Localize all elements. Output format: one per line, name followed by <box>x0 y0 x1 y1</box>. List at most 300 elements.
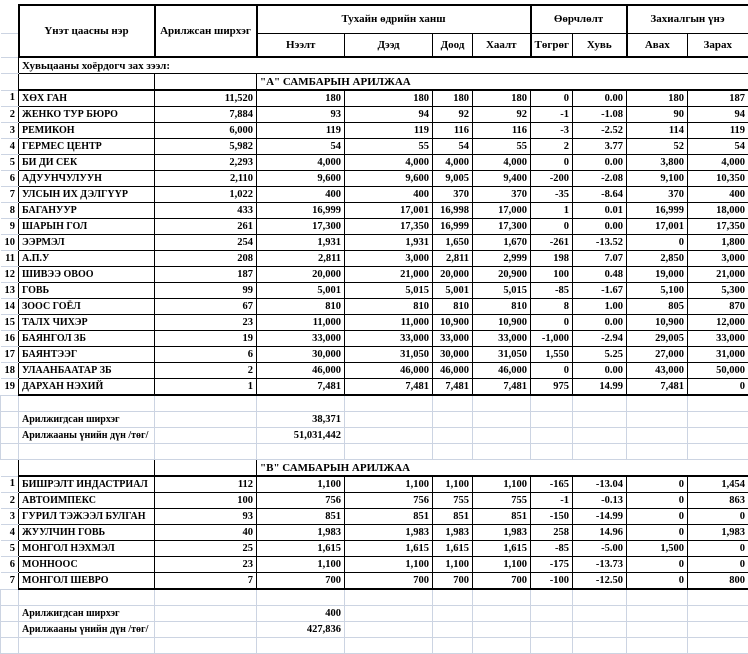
cell-high: 11,000 <box>345 315 433 331</box>
grid-cell <box>473 589 531 606</box>
empty-cell <box>155 412 257 428</box>
cell-close: 20,900 <box>473 267 531 283</box>
cell-ask: 1,800 <box>688 235 748 251</box>
security-name: АДУУНЧУЛУУН <box>19 171 155 187</box>
col-header-bid: Авах <box>627 33 688 57</box>
empty-cell <box>19 74 155 91</box>
cell-high: 756 <box>345 493 433 509</box>
cell-change-percent: 0.00 <box>573 90 627 107</box>
row-number: 10 <box>1 235 19 251</box>
grid-cell <box>688 395 748 412</box>
cell-change-tugrug: -150 <box>531 509 573 525</box>
cell-low: 1,100 <box>433 476 473 493</box>
cell-ask: 1,454 <box>688 476 748 493</box>
grid-cell <box>19 638 155 654</box>
grid-cell <box>627 444 688 460</box>
traded-shares: 6,000 <box>155 123 257 139</box>
cell-change-percent: -14.99 <box>573 509 627 525</box>
grid-cell <box>531 412 573 428</box>
cell-change-tugrug: -200 <box>531 171 573 187</box>
grid-cell <box>473 412 531 428</box>
cell-change-percent: 0.00 <box>573 315 627 331</box>
cell-close: 5,015 <box>473 283 531 299</box>
table-row <box>1 557 748 573</box>
grid-cell <box>433 589 473 606</box>
summary-amount-label: Арилжааны үнийн дүн /төг/ <box>19 428 155 444</box>
cell-low: 16,998 <box>433 203 473 219</box>
traded-shares: 40 <box>155 525 257 541</box>
row-number: 14 <box>1 299 19 315</box>
grid-cell <box>531 606 573 622</box>
cell-ask: 0 <box>688 541 748 557</box>
cell-close: 180 <box>473 90 531 107</box>
col-header-high: Дээд <box>345 33 433 57</box>
table-row <box>1 123 748 139</box>
cell-open: 93 <box>257 107 345 123</box>
grid-cell <box>473 622 531 638</box>
grid-cell <box>688 622 748 638</box>
traded-shares: 7,884 <box>155 107 257 123</box>
grid-cell <box>688 606 748 622</box>
grid-cell <box>688 444 748 460</box>
table-row <box>1 363 748 379</box>
cell-change-tugrug: -3 <box>531 123 573 139</box>
table-row <box>1 509 748 525</box>
cell-close: 1,670 <box>473 235 531 251</box>
cell-bid: 5,100 <box>627 283 688 299</box>
cell-low: 1,615 <box>433 541 473 557</box>
cell-close: 1,100 <box>473 557 531 573</box>
cell-open: 20,000 <box>257 267 345 283</box>
cell-bid: 52 <box>627 139 688 155</box>
cell-bid: 16,999 <box>627 203 688 219</box>
grid-cell <box>473 395 531 412</box>
security-name: ХӨХ ГАН <box>19 90 155 107</box>
cell-change-percent: 0.00 <box>573 363 627 379</box>
grid-cell <box>1 444 19 460</box>
empty-cell <box>19 460 155 477</box>
traded-shares: 23 <box>155 315 257 331</box>
security-name: ГЕРМЕС ЦЕНТР <box>19 139 155 155</box>
cell-low: 370 <box>433 187 473 203</box>
empty-cell <box>155 428 257 444</box>
cell-close: 1,983 <box>473 525 531 541</box>
cell-change-tugrug: 258 <box>531 525 573 541</box>
cell-high: 5,015 <box>345 283 433 299</box>
grid-cell <box>573 395 627 412</box>
grid-cell <box>531 622 573 638</box>
cell-ask: 31,000 <box>688 347 748 363</box>
table-row <box>1 573 748 590</box>
grid-cell <box>573 589 627 606</box>
cell-change-tugrug: 0 <box>531 219 573 235</box>
section-a-title: "А" САМБАРЫН АРИЛЖАА <box>257 74 748 91</box>
empty-cell <box>155 606 257 622</box>
cell-change-percent: 1.00 <box>573 299 627 315</box>
section-a-summary-amount-row <box>1 428 748 444</box>
traded-shares: 261 <box>155 219 257 235</box>
cell-change-tugrug: -85 <box>531 541 573 557</box>
grid-cell <box>19 444 155 460</box>
cell-high: 1,615 <box>345 541 433 557</box>
table-row <box>1 171 748 187</box>
cell-close: 116 <box>473 123 531 139</box>
cell-high: 7,481 <box>345 379 433 396</box>
security-name: АВТОИМПЕКС <box>19 493 155 509</box>
traded-shares: 1 <box>155 379 257 396</box>
cell-change-tugrug: 1,550 <box>531 347 573 363</box>
grid-cell <box>688 412 748 428</box>
table-row <box>1 525 748 541</box>
spacer-row <box>1 444 748 460</box>
grid-cell <box>345 412 433 428</box>
cell-close: 31,050 <box>473 347 531 363</box>
cell-ask: 54 <box>688 139 748 155</box>
grid-cell <box>688 638 748 654</box>
table-row <box>1 331 748 347</box>
cell-change-tugrug: -261 <box>531 235 573 251</box>
cell-change-percent: -13.73 <box>573 557 627 573</box>
traded-shares: 100 <box>155 493 257 509</box>
cell-change-tugrug: 2 <box>531 139 573 155</box>
summary-shares-value: 38,371 <box>257 412 345 428</box>
grid-cell <box>573 606 627 622</box>
cell-ask: 187 <box>688 90 748 107</box>
cell-change-tugrug: 0 <box>531 155 573 171</box>
grid-cell <box>688 428 748 444</box>
cell-open: 119 <box>257 123 345 139</box>
row-number: 15 <box>1 315 19 331</box>
table-row <box>1 219 748 235</box>
grid-cell <box>433 606 473 622</box>
grid-cell <box>345 589 433 606</box>
col-header-open: Нээлт <box>257 33 345 57</box>
row-number: 5 <box>1 155 19 171</box>
cell-bid: 17,001 <box>627 219 688 235</box>
cell-open: 400 <box>257 187 345 203</box>
cell-bid: 10,900 <box>627 315 688 331</box>
grid-cell <box>1 589 19 606</box>
col-header-low: Доод <box>433 33 473 57</box>
security-name: РЕМИКОН <box>19 123 155 139</box>
traded-shares: 254 <box>155 235 257 251</box>
cell-change-percent: 14.96 <box>573 525 627 541</box>
col-group-change: Өөрчлөлт <box>531 5 627 33</box>
row-number: 8 <box>1 203 19 219</box>
cell-close: 2,999 <box>473 251 531 267</box>
spacer-row <box>1 589 748 606</box>
cell-change-percent: 3.77 <box>573 139 627 155</box>
cell-change-tugrug: 0 <box>531 315 573 331</box>
summary-amount-value: 427,836 <box>257 622 345 638</box>
cell-open: 9,600 <box>257 171 345 187</box>
cell-open: 851 <box>257 509 345 525</box>
grid-cell <box>531 395 573 412</box>
grid-cell <box>531 638 573 654</box>
grid-cell <box>573 412 627 428</box>
grid-cell <box>627 428 688 444</box>
summary-shares-label: Арилжигдсан ширхэг <box>19 412 155 428</box>
security-name: ДАРХАН НЭХИЙ <box>19 379 155 396</box>
traded-shares: 99 <box>155 283 257 299</box>
table-row <box>1 379 748 396</box>
cell-close: 92 <box>473 107 531 123</box>
empty-cell <box>155 460 257 477</box>
cell-change-tugrug: -165 <box>531 476 573 493</box>
cell-ask: 3,000 <box>688 251 748 267</box>
grid-cell <box>1 395 19 412</box>
cell-ask: 0 <box>688 379 748 396</box>
cell-bid: 0 <box>627 493 688 509</box>
cell-open: 756 <box>257 493 345 509</box>
cell-ask: 863 <box>688 493 748 509</box>
cell-low: 92 <box>433 107 473 123</box>
cell-bid: 19,000 <box>627 267 688 283</box>
table-row <box>1 203 748 219</box>
grid-cell <box>155 395 257 412</box>
cell-change-tugrug: -1 <box>531 493 573 509</box>
cell-ask: 1,983 <box>688 525 748 541</box>
traded-shares: 2,293 <box>155 155 257 171</box>
col-header-close: Хаалт <box>473 33 531 57</box>
cell-bid: 2,850 <box>627 251 688 267</box>
cell-open: 1,100 <box>257 476 345 493</box>
cell-high: 180 <box>345 90 433 107</box>
table-row <box>1 347 748 363</box>
security-name: БИ ДИ СЕК <box>19 155 155 171</box>
col-header-change-tugrug: Төгрөг <box>531 33 573 57</box>
cell-ask: 119 <box>688 123 748 139</box>
margin-cell <box>1 428 19 444</box>
table-row <box>1 541 748 557</box>
grid-cell <box>531 428 573 444</box>
cell-bid: 3,800 <box>627 155 688 171</box>
cell-ask: 21,000 <box>688 267 748 283</box>
market-label: Хувьцааны хоёрдогч зах зээл: <box>19 57 748 74</box>
cell-high: 94 <box>345 107 433 123</box>
cell-ask: 50,000 <box>688 363 748 379</box>
cell-close: 17,300 <box>473 219 531 235</box>
grid-cell <box>627 622 688 638</box>
traded-shares: 433 <box>155 203 257 219</box>
header-row-groups <box>1 5 748 33</box>
cell-bid: 0 <box>627 573 688 590</box>
cell-high: 810 <box>345 299 433 315</box>
cell-ask: 0 <box>688 509 748 525</box>
cell-open: 810 <box>257 299 345 315</box>
row-number: 2 <box>1 107 19 123</box>
cell-high: 46,000 <box>345 363 433 379</box>
cell-ask: 18,000 <box>688 203 748 219</box>
grid-cell <box>155 638 257 654</box>
cell-close: 33,000 <box>473 331 531 347</box>
grid-cell <box>345 444 433 460</box>
security-name: ГУРИЛ ТЭЖЭЭЛ БУЛГАН <box>19 509 155 525</box>
grid-cell <box>345 606 433 622</box>
traded-shares: 2,110 <box>155 171 257 187</box>
cell-bid: 0 <box>627 557 688 573</box>
margin-cell <box>1 74 19 91</box>
cell-change-percent: -5.00 <box>573 541 627 557</box>
spacer-row <box>1 395 748 412</box>
security-name: УЛААНБААТАР ЗБ <box>19 363 155 379</box>
cell-high: 55 <box>345 139 433 155</box>
security-name: МОНГОЛ ШЕВРО <box>19 573 155 590</box>
cell-open: 1,615 <box>257 541 345 557</box>
grid-cell <box>531 444 573 460</box>
section-b-rows <box>1 476 748 589</box>
summary-amount-value: 51,031,442 <box>257 428 345 444</box>
cell-high: 9,600 <box>345 171 433 187</box>
row-number: 6 <box>1 171 19 187</box>
row-number: 7 <box>1 187 19 203</box>
security-name: ЭЭРМЭЛ <box>19 235 155 251</box>
grid-cell <box>345 428 433 444</box>
cell-high: 1,983 <box>345 525 433 541</box>
cell-close: 10,900 <box>473 315 531 331</box>
cell-open: 180 <box>257 90 345 107</box>
traded-shares: 19 <box>155 331 257 347</box>
security-name: УЛСЫН ИХ ДЭЛГҮҮР <box>19 187 155 203</box>
table-row <box>1 283 748 299</box>
cell-high: 400 <box>345 187 433 203</box>
security-name: БАЯНГОЛ ЗБ <box>19 331 155 347</box>
col-header-change-percent: Хувь <box>573 33 627 57</box>
table-row <box>1 315 748 331</box>
cell-low: 16,999 <box>433 219 473 235</box>
cell-change-percent: -1.67 <box>573 283 627 299</box>
grid-cell <box>1 638 19 654</box>
cell-low: 54 <box>433 139 473 155</box>
grid-cell <box>257 638 345 654</box>
cell-close: 1,615 <box>473 541 531 557</box>
grid-cell <box>627 395 688 412</box>
row-number: 19 <box>1 379 19 396</box>
table-row <box>1 267 748 283</box>
grid-cell <box>531 589 573 606</box>
cell-change-tugrug: -85 <box>531 283 573 299</box>
traded-shares: 208 <box>155 251 257 267</box>
cell-change-tugrug: -100 <box>531 573 573 590</box>
cell-bid: 0 <box>627 476 688 493</box>
cell-open: 2,811 <box>257 251 345 267</box>
cell-open: 30,000 <box>257 347 345 363</box>
cell-change-percent: 0.00 <box>573 219 627 235</box>
grid-cell <box>473 606 531 622</box>
cell-bid: 90 <box>627 107 688 123</box>
row-number: 16 <box>1 331 19 347</box>
row-number: 6 <box>1 557 19 573</box>
cell-close: 700 <box>473 573 531 590</box>
cell-open: 1,931 <box>257 235 345 251</box>
cell-change-tugrug: -1 <box>531 107 573 123</box>
cell-low: 851 <box>433 509 473 525</box>
security-name: ШАРЫН ГОЛ <box>19 219 155 235</box>
cell-change-percent: 0.01 <box>573 203 627 219</box>
cell-low: 2,811 <box>433 251 473 267</box>
security-name: БАГАНУУР <box>19 203 155 219</box>
cell-change-percent: 0.00 <box>573 155 627 171</box>
traded-shares: 187 <box>155 267 257 283</box>
grid-cell <box>257 444 345 460</box>
cell-open: 4,000 <box>257 155 345 171</box>
traded-shares: 6 <box>155 347 257 363</box>
cell-open: 11,000 <box>257 315 345 331</box>
row-number: 2 <box>1 493 19 509</box>
table-row <box>1 235 748 251</box>
margin-cell <box>1 606 19 622</box>
summary-amount-label: Арилжааны үнийн дүн /төг/ <box>19 622 155 638</box>
cell-bid: 114 <box>627 123 688 139</box>
table-row <box>1 493 748 509</box>
cell-change-tugrug: 8 <box>531 299 573 315</box>
cell-low: 30,000 <box>433 347 473 363</box>
cell-bid: 9,100 <box>627 171 688 187</box>
security-name: БИШРЭЛТ ИНДАСТРИАЛ <box>19 476 155 493</box>
grid-cell <box>155 589 257 606</box>
grid-cell <box>433 444 473 460</box>
cell-low: 180 <box>433 90 473 107</box>
cell-open: 16,999 <box>257 203 345 219</box>
col-group-day-price: Тухайн өдрийн ханш <box>257 5 531 33</box>
empty-cell <box>155 74 257 91</box>
cell-bid: 370 <box>627 187 688 203</box>
cell-low: 1,650 <box>433 235 473 251</box>
empty-cell <box>155 622 257 638</box>
cell-change-percent: 7.07 <box>573 251 627 267</box>
traded-shares: 23 <box>155 557 257 573</box>
table-row <box>1 155 748 171</box>
cell-close: 46,000 <box>473 363 531 379</box>
security-name: МОННООС <box>19 557 155 573</box>
cell-low: 1,100 <box>433 557 473 573</box>
cell-ask: 94 <box>688 107 748 123</box>
section-a-title-row <box>1 74 748 91</box>
margin-cell <box>1 622 19 638</box>
table-row <box>1 251 748 267</box>
row-number: 7 <box>1 573 19 590</box>
grid-cell <box>345 622 433 638</box>
cell-low: 46,000 <box>433 363 473 379</box>
cell-low: 755 <box>433 493 473 509</box>
col-group-order-price: Захиалгын үнэ <box>627 5 748 33</box>
cell-ask: 4,000 <box>688 155 748 171</box>
grid-cell <box>433 412 473 428</box>
row-number: 18 <box>1 363 19 379</box>
cell-change-tugrug: 198 <box>531 251 573 267</box>
cell-low: 4,000 <box>433 155 473 171</box>
row-number: 4 <box>1 139 19 155</box>
market-label-row <box>1 57 748 74</box>
margin-cell <box>1 33 19 57</box>
cell-change-percent: -8.64 <box>573 187 627 203</box>
cell-open: 1,100 <box>257 557 345 573</box>
grid-cell <box>257 589 345 606</box>
row-number: 12 <box>1 267 19 283</box>
traded-shares: 93 <box>155 509 257 525</box>
cell-open: 700 <box>257 573 345 590</box>
cell-change-percent: 5.25 <box>573 347 627 363</box>
security-name: ГОВЬ <box>19 283 155 299</box>
cell-ask: 33,000 <box>688 331 748 347</box>
cell-close: 370 <box>473 187 531 203</box>
section-b-summary-shares-row <box>1 606 748 622</box>
section-b-title-row <box>1 460 748 477</box>
cell-low: 7,481 <box>433 379 473 396</box>
cell-low: 10,900 <box>433 315 473 331</box>
margin-cell <box>1 5 19 33</box>
cell-high: 700 <box>345 573 433 590</box>
